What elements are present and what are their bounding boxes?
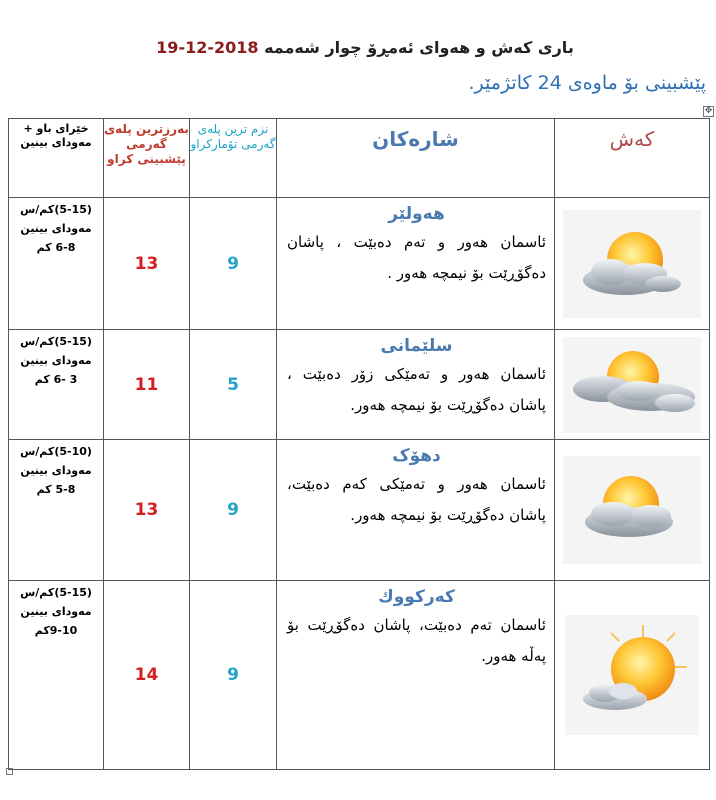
- table-row: [9, 581, 710, 770]
- wind-speed: (5-15)كم/س: [20, 586, 92, 599]
- table-row: [9, 330, 710, 440]
- weather-icon-cell: [555, 440, 710, 581]
- sun-behind-clouds-icon: [563, 210, 701, 318]
- wind-speed: (5-15)كم/س: [20, 203, 92, 216]
- min-temp: 5: [190, 330, 277, 440]
- page-subtitle: پێشبینی بۆ ماوەی 24 كاتژمێر.: [468, 72, 706, 94]
- weather-description: ئاسمان تەم دەبێت، پاشان دەگۆڕێت بۆ پەڵە هەور.: [287, 616, 546, 665]
- wind-speed: (5-10)كم/س: [20, 445, 92, 458]
- table-header-row: [9, 119, 710, 198]
- max-temp: 14: [104, 581, 190, 770]
- weather-icon-cell: [555, 330, 710, 440]
- header-wind-visibility: خێرای باو + مەودای بینین: [9, 119, 104, 198]
- city-name: سلێمانی: [380, 336, 453, 356]
- visibility-label: مەودای بینین: [20, 354, 92, 367]
- weather-description: ئاسمان هەور و تەمێكی كەم دەبێت، پاشان دەگۆڕێت بۆ نیمچە هەور.: [287, 475, 546, 524]
- header-weather: كەش: [555, 119, 710, 198]
- sun-behind-clouds-icon: [563, 337, 701, 433]
- visibility-value: 5-8 كم: [36, 483, 76, 496]
- table-move-handle-icon[interactable]: ✥: [704, 106, 713, 116]
- visibility-value: 6-8 كم: [36, 241, 76, 254]
- city-description-cell: [277, 198, 555, 330]
- weather-description: ئاسمان هەور و تەمێكی زۆر دەبێت ، پاشان دەگۆڕێت بۆ نیمچە هەور.: [287, 365, 546, 414]
- title-date: 2018-12-19: [156, 38, 259, 57]
- wind-speed: (5-15)كم/س: [20, 335, 92, 348]
- header-min-temp: نزم ترین پلەی گەرمی تۆماركراو: [190, 119, 277, 198]
- sun-behind-clouds-icon: [563, 456, 701, 564]
- city-name: كەركووك: [378, 587, 455, 607]
- min-temp: 9: [190, 440, 277, 581]
- table-row: [9, 440, 710, 581]
- min-temp: 9: [190, 198, 277, 330]
- sun-small-cloud-icon: [565, 615, 699, 735]
- city-description-cell: [277, 330, 555, 440]
- visibility-value: 3 -6 كم: [34, 373, 78, 386]
- header-cities: شارەكان: [277, 119, 555, 198]
- weather-description: ئاسمان هەور و تەم دەبێت ، پاشان دەگۆڕێت بۆ نیمچە هەور .: [287, 233, 546, 282]
- city-name: دهۆک: [392, 446, 441, 466]
- forecast-table: [8, 118, 710, 770]
- visibility-label: مەودای بینین: [20, 464, 92, 477]
- wind-visibility-cell: [9, 198, 104, 330]
- city-description-cell: [277, 581, 555, 770]
- wind-visibility-cell: [9, 581, 104, 770]
- header-max-temp: بەرزترین پلەی گەرمی پێشبینی كراو: [104, 119, 190, 198]
- visibility-label: مەودای بینین: [20, 605, 92, 618]
- max-temp: 13: [104, 440, 190, 581]
- table-row: [9, 198, 710, 330]
- city-name: هەولێر: [388, 204, 445, 224]
- visibility-value: 9-10كم: [34, 624, 78, 637]
- city-description-cell: [277, 440, 555, 581]
- wind-visibility-cell: [9, 330, 104, 440]
- title-text: باری كەش و هەوای ئەمڕۆ چوار شەممە: [264, 38, 574, 57]
- weather-icon-cell: [555, 198, 710, 330]
- wind-visibility-cell: [9, 440, 104, 581]
- weather-icon-cell: [555, 581, 710, 770]
- visibility-label: مەودای بینین: [20, 222, 92, 235]
- min-temp: 9: [190, 581, 277, 770]
- page-title: [0, 38, 716, 57]
- max-temp: 11: [104, 330, 190, 440]
- max-temp: 13: [104, 198, 190, 330]
